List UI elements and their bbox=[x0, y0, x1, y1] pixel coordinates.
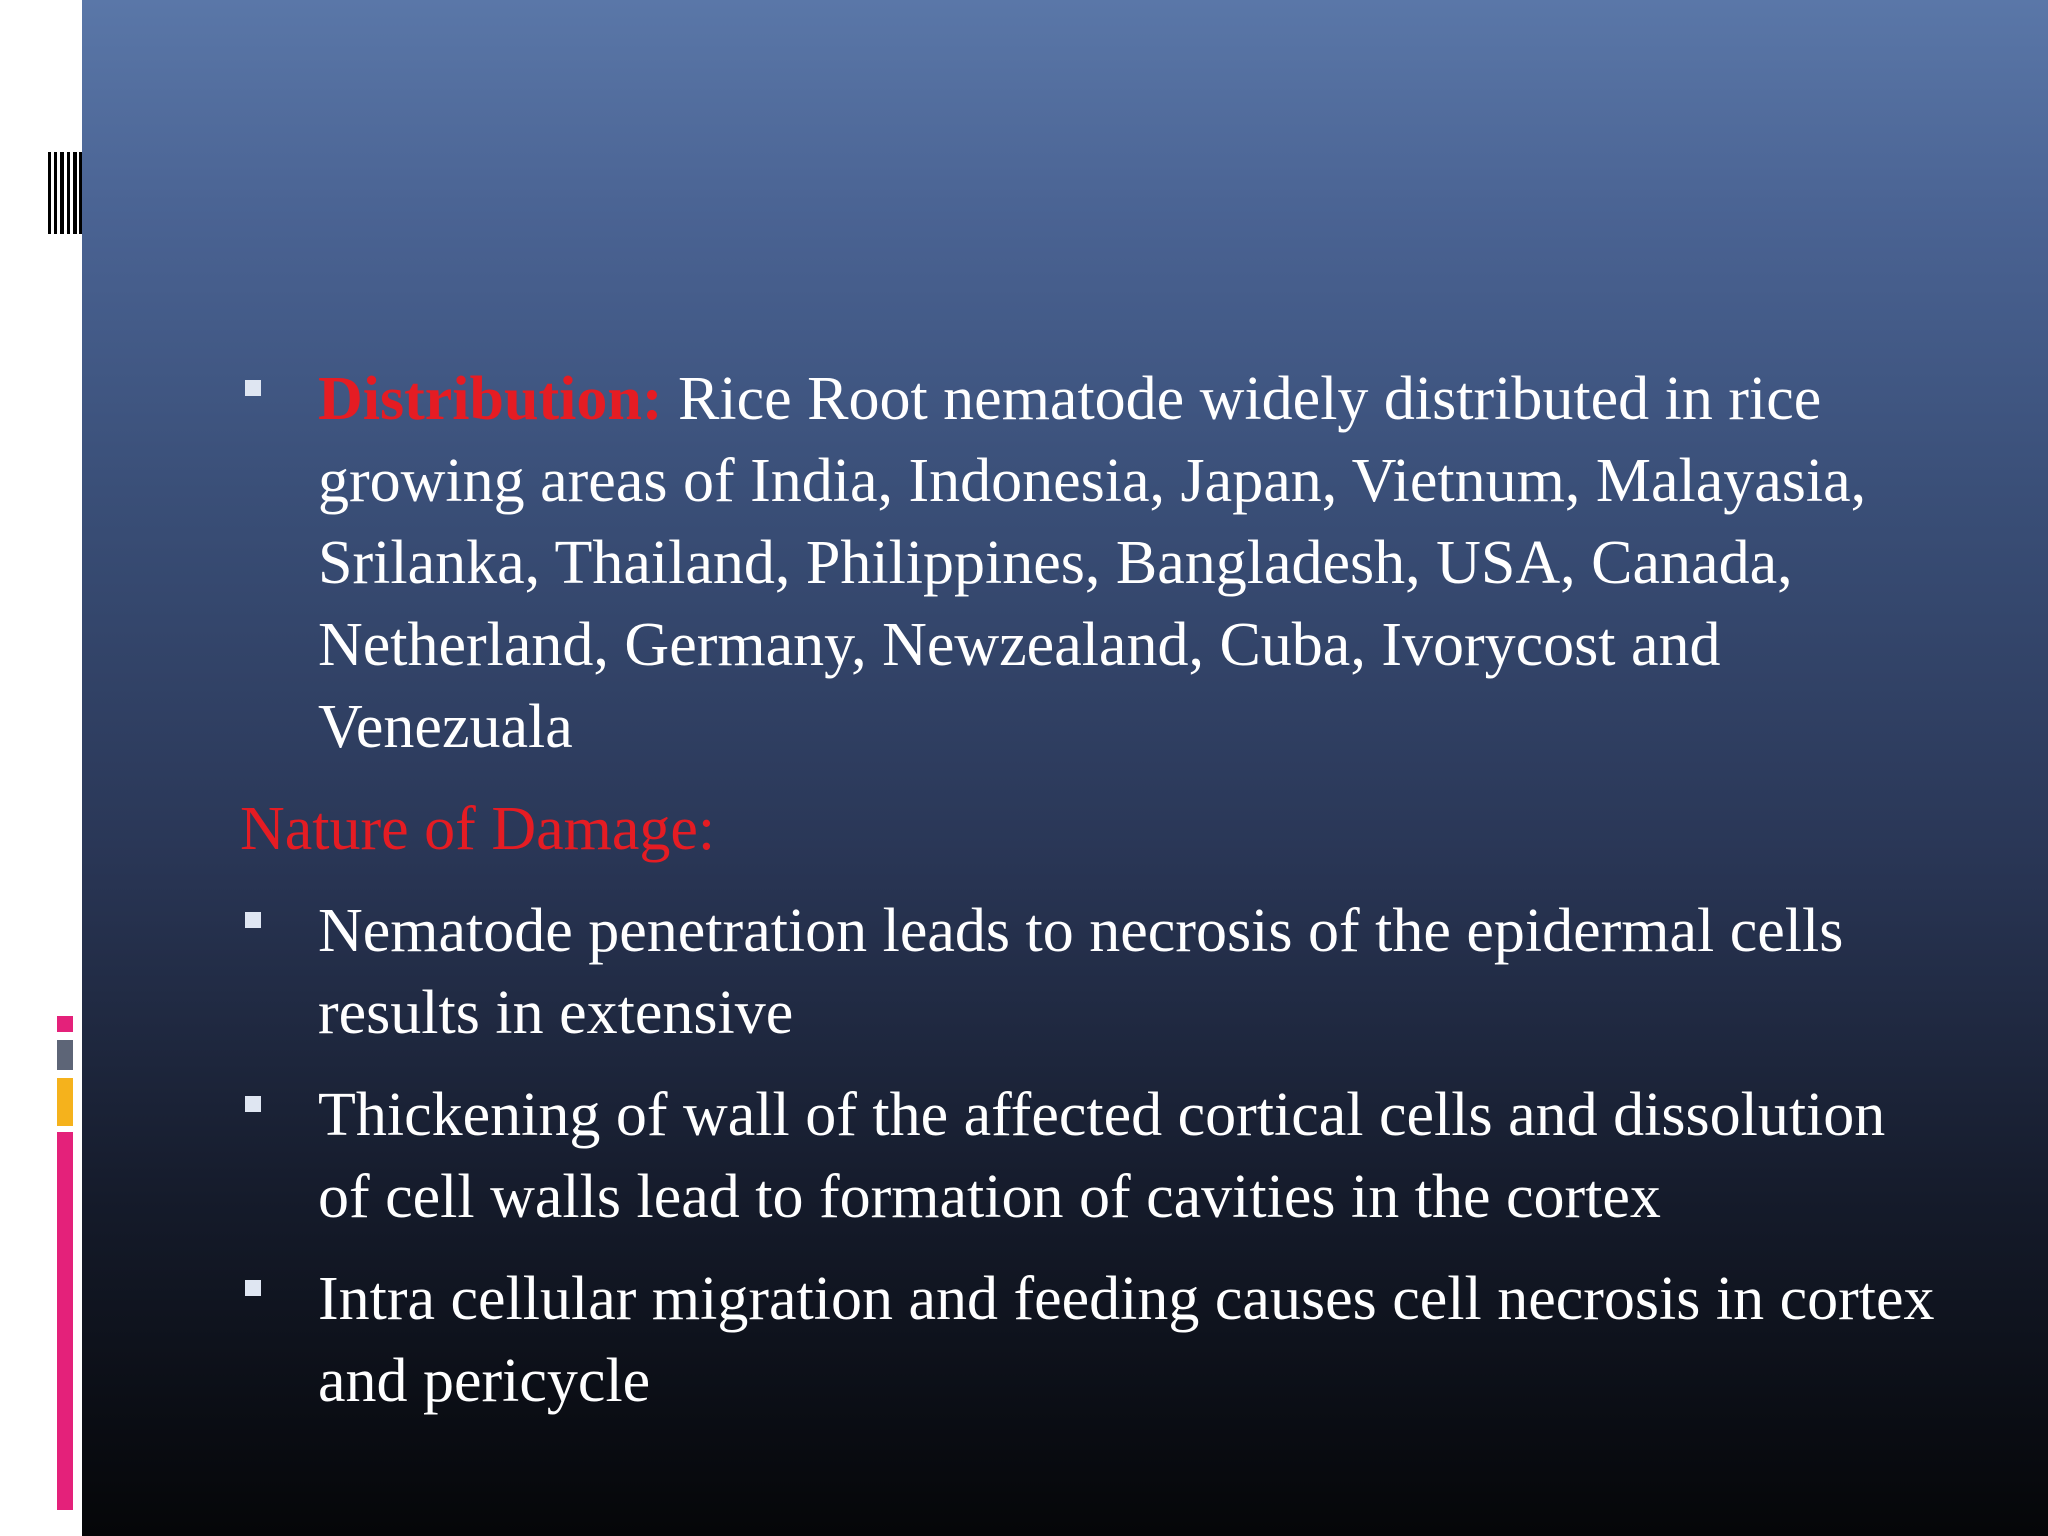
square-bullet-icon bbox=[245, 1280, 261, 1296]
accent-pink-square bbox=[57, 1016, 73, 1032]
decorative-bars bbox=[48, 152, 82, 234]
damage-item-text: Intra cellular migration and feeding causes cell necrosis in cortex and pericycle bbox=[318, 1265, 1935, 1415]
accent-gray-block bbox=[57, 1040, 73, 1070]
damage-bullet-2 bbox=[240, 1074, 1940, 1238]
accent-yellow-block bbox=[57, 1078, 73, 1126]
distribution-text: Rice Root nematode widely distributed in rice growing areas of India, Indonesia, Japan, Vietnum, Malayasia, Srilanka, Thailand, Philippines, Bangladesh, USA, Canada, Netherland, Germany, Newzealand, Cuba, Ivorycost and Venezuala bbox=[318, 365, 1867, 761]
slide-body bbox=[240, 358, 1940, 1422]
square-bullet-icon bbox=[245, 380, 261, 396]
damage-item-text: Nematode penetration leads to necrosis of the epidermal cells results in extensive bbox=[318, 897, 1844, 1047]
damage-bullet-3 bbox=[240, 1258, 1940, 1422]
square-bullet-icon bbox=[245, 912, 261, 928]
square-bullet-icon bbox=[245, 1096, 261, 1112]
distribution-label: Distribution: bbox=[318, 365, 663, 433]
accent-pink-bar bbox=[57, 1132, 73, 1510]
damage-bullet-1 bbox=[240, 890, 1940, 1054]
distribution-bullet bbox=[240, 358, 1940, 768]
damage-item-text: Thickening of wall of the affected cortical cells and dissolution of cell walls lead to formation of cavities in the cortex bbox=[318, 1081, 1886, 1231]
damage-heading: Nature of Damage: bbox=[240, 795, 716, 863]
